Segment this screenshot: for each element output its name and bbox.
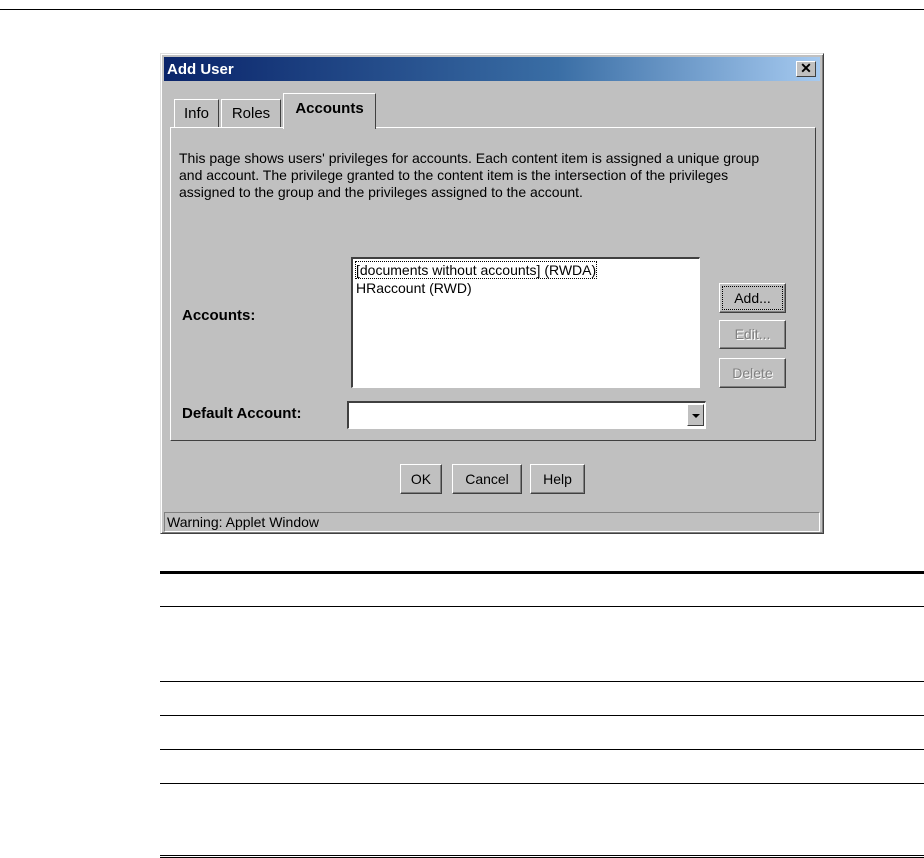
table-row-divider xyxy=(160,681,924,682)
default-account-label: Default Account: xyxy=(182,405,302,422)
cancel-button[interactable]: Cancel xyxy=(452,464,522,494)
close-icon[interactable]: ✕ xyxy=(796,61,816,77)
table-row-divider xyxy=(160,606,924,607)
default-account-select[interactable] xyxy=(347,401,706,429)
dialog-title-bar[interactable] xyxy=(164,57,820,81)
tab-info[interactable]: Info xyxy=(174,99,219,128)
accounts-listbox[interactable] xyxy=(351,257,700,388)
add-button-label: Add... xyxy=(734,290,771,306)
add-account-button[interactable] xyxy=(719,283,786,313)
ok-button[interactable]: OK xyxy=(400,464,442,494)
edit-account-button[interactable]: Edit... xyxy=(719,320,786,349)
list-item[interactable]: HRaccount (RWD) xyxy=(356,280,472,296)
dialog-title: Add User xyxy=(167,61,234,78)
add-user-dialog xyxy=(160,53,824,534)
chevron-down-icon[interactable] xyxy=(687,404,704,426)
page-header-rule xyxy=(0,9,924,10)
accounts-description: This page shows users' privileges for accounts. Each content item is assigned a unique group and account. The privilege granted to the content item is the intersection of the privileges assigned to the group and the privileges assigned to the account. xyxy=(179,150,760,200)
table-row-divider xyxy=(160,715,924,716)
delete-account-button[interactable]: Delete xyxy=(719,358,786,388)
focus-ring xyxy=(723,287,782,309)
list-item[interactable]: [documents without accounts] (RWDA) xyxy=(356,262,597,278)
table-row-divider xyxy=(160,749,924,750)
status-bar: Warning: Applet Window xyxy=(164,512,820,532)
help-button[interactable]: Help xyxy=(530,464,585,494)
tab-accounts[interactable]: Accounts xyxy=(283,93,376,129)
accounts-label: Accounts: xyxy=(182,307,256,324)
table-bottom-rule xyxy=(160,855,924,856)
table-top-rule xyxy=(160,571,924,574)
tab-roles[interactable]: Roles xyxy=(221,99,281,128)
table-row-divider xyxy=(160,783,924,784)
